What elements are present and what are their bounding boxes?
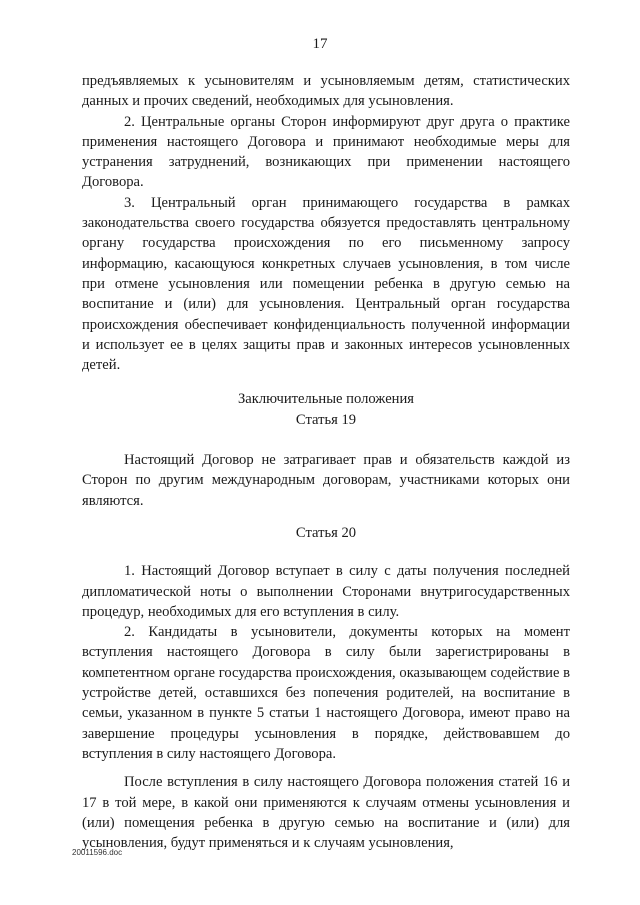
paragraph-item-2: 2. Центральные органы Сторон информируют друг друга о практике применения настоящего Договора и принимают необходимые меры для устранения затруднений, возникающих при применении настоящего Договора. [82,113,570,191]
article-20-item-2: 2. Кандидаты в усыновители, документы которых на момент вступления настоящего Договора в силу были зарегистрированы в компетентном органе государства происхождения, оказывающем содействие в устройстве детей, оставшихся без попечения родителей, на воспитание в семьи, указанном в пункте 5 статьи 1 настоящего Договора, имеют право на завершение процедуры усыновления в порядке, действовавшем до вступления в силу настоящего Договора. [82,624,570,762]
article-19-text: Настоящий Договор не затрагивает прав и обязательств каждой из Сторон по другим международным договорам, участниками которых они являются. [82,452,570,509]
footer-filename: 20011596.doc [72,848,123,857]
article-20-title: Статья 20 [295,524,357,541]
article-20-paragraph: После вступления в силу настоящего Договора положения статей 16 и 17 в той мере, в какой они применяются к случаям отмены усыновления и (или) помещения ребенка в другую семью на воспитание и (или) для усыновления, будут применяться и к случаям усыновления, [82,774,570,852]
section-title: Заключительные положения [237,391,415,408]
article-20-item-1: 1. Настоящий Договор вступает в силу с даты получения последней дипломатической ноты о выполнении Сторонами внутригосударственных процедур, необходимых для его вступления в силу. [82,563,570,620]
paragraph-continuation: предъявляемых к усыновителям и усыновляемым детям, статистических данных и прочих сведений, необходимых для усыновления. [82,73,570,110]
page-number: 17 [312,36,328,52]
paragraph-item-3: 3. Центральный орган принимающего государства в рамках законодательства своего государства обязуется предоставлять центральному органу государства происхождения по его письменному запросу информацию, касающуюся конкретных случаев усыновления, в том числе при отмене усыновления или помещении ребенка в другую семью на воспитание и (или) для усыновления. Центральный орган государства происхождения обеспечивает конфиденциальность полученной информации и использует ее в целях защиты прав и законных интересов усыновленных детей. [82,194,570,374]
document-body [82,71,570,853]
article-19-title: Статья 19 [295,411,357,428]
